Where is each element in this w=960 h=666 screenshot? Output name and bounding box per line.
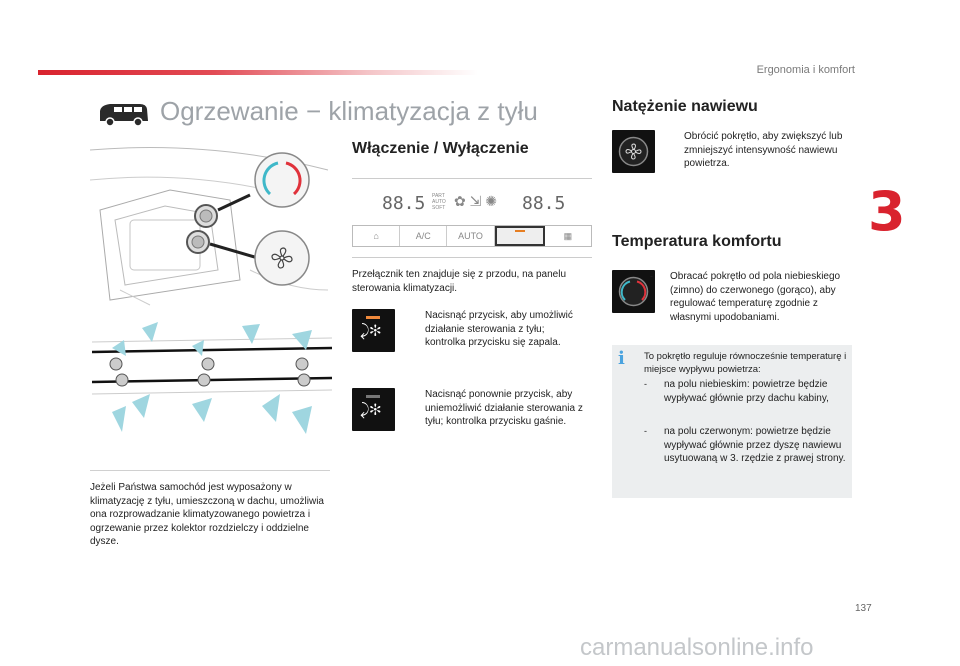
page-title: Ogrzewanie − klimatyzacja z tyłu (160, 96, 538, 126)
panel-mode-labels (432, 193, 446, 211)
info-blue-text: na polu niebieskim: powietrze będzie wypływać głównie przy dachu kabiny, (664, 379, 829, 404)
comfort-heading: Temperatura komfortu (612, 233, 782, 250)
illustration-divider (90, 470, 330, 471)
watermark: carmanualsonline.info (580, 634, 814, 661)
front-panel-illustration (352, 178, 592, 258)
rear-air-symbol-off: ⤸✻ (360, 402, 381, 419)
info-blue-item (644, 378, 849, 405)
info-icon: i (618, 348, 625, 369)
panel-button-row (352, 225, 592, 247)
airflow-heading: Natężenie nawiewu (612, 98, 758, 115)
header-accent-bar (38, 70, 478, 75)
airflow-text: Obrócić pokrętło, aby zwiększyć lub zmniejszyć intensywność nawiewu powietrza. (684, 131, 843, 169)
comfort-dash: - (650, 271, 653, 281)
section-label: Ergonomia i komfort (756, 64, 855, 76)
van-icon (96, 101, 150, 127)
defrost-rear-button[interactable]: ▦ (563, 231, 573, 241)
rear-air-symbol: ⤸✻ (360, 323, 381, 340)
temperature-knob-illustration (252, 150, 312, 210)
step-on (405, 309, 585, 350)
step-off-bullet (405, 388, 417, 429)
intro-text: Jeżeli Państwa samochód jest wyposażony w klimatyzację z tyłu, umieszczoną w dachu, umożliwia ona rozprowadzanie klimatyzowanego powietrza i ogrzewanie przez kolektor rozdzielczy i oddzielne dysze. (90, 482, 324, 547)
step-off (405, 388, 585, 429)
panel-right-readout: 88.5 (522, 193, 566, 214)
info-red-dash: - (644, 426, 647, 436)
indicator-off (366, 395, 380, 398)
fan-icon (612, 130, 655, 173)
fan-knob-illustration (252, 228, 312, 288)
info-blue-dash: - (644, 379, 647, 389)
airflow-bullet (664, 130, 676, 171)
info-red-text: na polu czerwonym: powietrze będzie wypływać głównie przez dyszę nawiewu usytuowaną w 3. rzędzie z prawej strony. (664, 426, 846, 464)
onoff-description: Przełącznik ten znajduje się z przodu, na panelu sterowania klimatyzacji. (352, 269, 567, 294)
temperature-knob-icon (612, 270, 655, 313)
step-on-text: Nacisnąć przycisk, aby umożliwić działanie sterowania z tyłu; kontrolka przycisku się zapala. (425, 310, 573, 348)
panel-mode-icons: ✿ ⇲ ✺ (454, 193, 497, 209)
info-red-item (644, 425, 849, 466)
chapter-number: 3 (868, 180, 906, 243)
ac-button[interactable]: A/C (400, 226, 447, 246)
airflow-step (664, 130, 854, 171)
page-number: 137 (855, 603, 872, 614)
auto-button[interactable]: AUTO (447, 226, 494, 246)
panel-mode-part: PART (432, 193, 445, 199)
panel-left-readout: 88.5 (382, 193, 426, 214)
comfort-step (650, 270, 860, 324)
onoff-heading: Włączenie / Wyłączenie (352, 140, 529, 157)
step-on-bullet (405, 309, 417, 350)
temperature-icon (612, 270, 655, 313)
rear-button-on-icon (352, 309, 395, 352)
roof-vents-airflow-illustration (92, 322, 332, 472)
comfort-text: Obracać pokrętło od pola niebieskiego (zimno) do czerwonego (gorąco), aby regulować temperaturę zgodnie z własnymi upodobaniami. (670, 271, 841, 323)
indicator-on (366, 316, 380, 319)
rear-indicator-lamp (515, 230, 525, 232)
panel-mode-soft: SOFT (432, 205, 446, 211)
fan-knob-icon (612, 130, 655, 173)
panel-mode-auto: AUTO (432, 199, 446, 205)
rear-button-off-icon (352, 388, 395, 431)
step-off-text: Nacisnąć ponownie przycisk, aby uniemożliwić działanie sterowania z tyłu; kontrolka przycisku gaśnie. (425, 389, 583, 427)
rear-control-button[interactable] (495, 226, 545, 246)
defrost-front-button[interactable]: ⌂ (353, 226, 400, 246)
info-lead: To pokrętło reguluje równocześnie temperaturę i miejsce wypływu powietrza: (644, 351, 847, 375)
